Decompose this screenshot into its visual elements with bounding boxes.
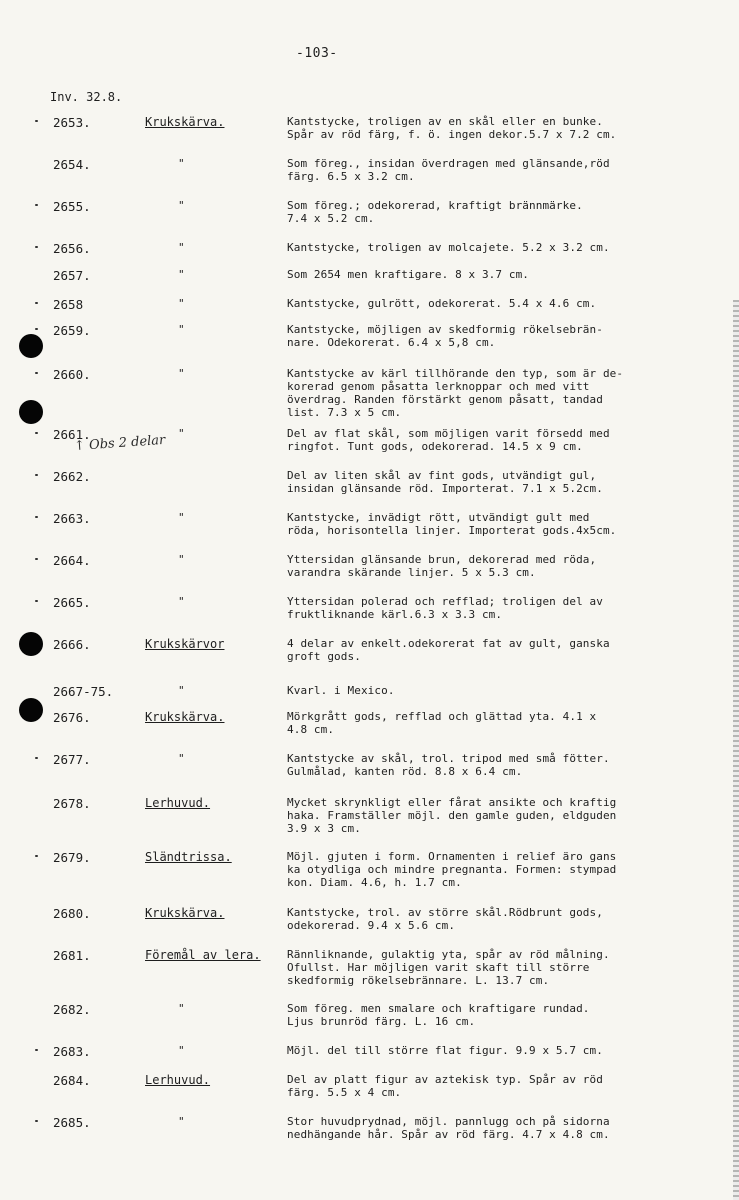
entry-number: 2658 [53, 297, 84, 312]
description-line: 7.4 x 5.2 cm. [287, 212, 375, 225]
handwritten-note: ↑ Obs 2 delar [73, 432, 166, 455]
entry-description [287, 637, 717, 663]
margin-tick [35, 474, 38, 476]
entry-number: 2663. [53, 511, 91, 526]
description-line: 4 delar av enkelt.odekorerat fat av gult, ganska [287, 637, 610, 650]
margin-tick [35, 558, 38, 560]
entry-category: " [178, 241, 185, 254]
punch-hole [19, 632, 43, 656]
entry-number: 2685. [53, 1115, 91, 1130]
entry-category: Krukskärvor [145, 637, 225, 651]
description-line: Yttersidan glänsande brun, dekorerad med röda, [287, 553, 597, 566]
description-line: Kantstycke, gulrött, odekorerat. 5.4 x 4.6 cm. [287, 297, 597, 310]
description-line: Del av liten skål av fint gods, utvändigt gul, [287, 469, 597, 482]
entry-category: " [178, 511, 185, 524]
entry-description [287, 367, 717, 419]
entry-description [287, 241, 717, 254]
entry-number: 2666. [53, 637, 91, 652]
entry-number: 2676. [53, 710, 91, 725]
entry-category: " [178, 427, 185, 440]
description-line: Mörkgrått gods, refflad och glättad yta. 4.1 x [287, 710, 597, 723]
margin-tick [35, 120, 38, 122]
entry-description [287, 710, 717, 736]
entry-category: " [178, 684, 185, 697]
margin-tick [35, 204, 38, 206]
entry-description [287, 469, 717, 495]
description-line: odekorerad. 9.4 x 5.6 cm. [287, 919, 456, 932]
entry-number: 2654. [53, 157, 91, 172]
entry-description [287, 553, 717, 579]
description-line: Möjl. gjuten i form. Ornamenten i relief äro gans [287, 850, 617, 863]
description-line: insidan glänsande röd. Importerat. 7.1 x 5.2cm. [287, 482, 603, 495]
entry-number: 2682. [53, 1002, 91, 1017]
entry-category: Sländtrissa. [145, 850, 232, 864]
punch-hole [19, 334, 43, 358]
entry-category: " [178, 199, 185, 212]
entry-description [287, 268, 717, 281]
description-line: Spår av röd färg, f. ö. ingen dekor.5.7 x 7.2 cm. [287, 128, 617, 141]
entry-number: 2665. [53, 595, 91, 610]
entry-description [287, 1002, 717, 1028]
page-number: -103- [296, 46, 338, 61]
entry-number: 2680. [53, 906, 91, 921]
margin-tick [35, 855, 38, 857]
entry-number: 2656. [53, 241, 91, 256]
entry-number: 2679. [53, 850, 91, 865]
description-line: Mycket skrynkligt eller fårat ansikte och kraftig [287, 796, 617, 809]
description-line: röda, horisontella linjer. Importerat gods.4x5cm. [287, 524, 617, 537]
entry-description [287, 1044, 717, 1057]
entry-description [287, 948, 717, 987]
entry-description [287, 1073, 717, 1099]
entry-description [287, 157, 717, 183]
entry-description [287, 906, 717, 932]
entry-category: Krukskärva. [145, 710, 225, 724]
description-line: Ofullst. Har möjligen varit skaft till större [287, 961, 590, 974]
description-line: Kantstycke, troligen av molcajete. 5.2 x 3.2 cm. [287, 241, 610, 254]
description-line: Kantstycke av kärl tillhörande den typ, som är de- [287, 367, 624, 380]
entry-number: 2662. [53, 469, 91, 484]
description-line: nedhängande hår. Spår av röd färg. 4.7 x 4.8 cm. [287, 1128, 610, 1141]
entry-category: " [178, 595, 185, 608]
description-line: färg. 6.5 x 3.2 cm. [287, 170, 415, 183]
margin-tick [35, 372, 38, 374]
entry-category: " [178, 1115, 185, 1128]
description-line: ka otydliga och mindre pregnanta. Formen: stympad [287, 863, 617, 876]
description-line: Gulmålad, kanten röd. 8.8 x 6.4 cm. [287, 765, 523, 778]
entry-category: Föremål av lera. [145, 948, 261, 962]
description-line: Del av platt figur av aztekisk typ. Spår av röd [287, 1073, 603, 1086]
entry-number: 2667-75. [53, 684, 114, 699]
description-line: Kantstycke, troligen av en skål eller en bunke. [287, 115, 603, 128]
entry-number: 2683. [53, 1044, 91, 1059]
description-line: Som föreg. men smalare och kraftigare rundad. [287, 1002, 590, 1015]
description-line: varandra skärande linjer. 5 x 5.3 cm. [287, 566, 536, 579]
description-line: fruktliknande kärl.6.3 x 3.3 cm. [287, 608, 503, 621]
margin-tick [35, 600, 38, 602]
description-line: Stor huvudprydnad, möjl. pannlugg och på sidorna [287, 1115, 610, 1128]
entry-category: " [178, 1044, 185, 1057]
description-line: Kantstycke, invädigt rött, utvändigt gult med [287, 511, 590, 524]
description-line: överdrag. Randen förstärkt genom påsatt, tandad [287, 393, 603, 406]
scan-edge [733, 300, 739, 1200]
entry-category: Krukskärva. [145, 115, 225, 129]
entry-category: " [178, 157, 185, 170]
entry-number: 2684. [53, 1073, 91, 1088]
margin-tick [35, 1120, 38, 1122]
entry-description [287, 850, 717, 889]
description-line: nare. Odekorerat. 6.4 x 5,8 cm. [287, 336, 496, 349]
entry-description [287, 115, 717, 141]
entry-number: 2653. [53, 115, 91, 130]
entry-number: 2677. [53, 752, 91, 767]
margin-tick [35, 516, 38, 518]
entry-number: 2661. [53, 427, 91, 442]
punch-hole [19, 400, 43, 424]
entry-description [287, 511, 717, 537]
description-line: Kvarl. i Mexico. [287, 684, 395, 697]
entry-description [287, 1115, 717, 1141]
description-line: Kantstycke av skål, trol. tripod med små fötter. [287, 752, 610, 765]
entry-category: " [178, 297, 185, 310]
margin-tick [35, 302, 38, 304]
margin-tick [35, 432, 38, 434]
entry-description [287, 796, 717, 835]
description-line: Rännliknande, gulaktig yta, spår av röd målning. [287, 948, 610, 961]
description-line: Möjl. del till större flat figur. 9.9 x 5.7 cm. [287, 1044, 603, 1057]
inventory-header: Inv. 32.8. [50, 90, 123, 104]
entry-category: Lerhuvud. [145, 796, 211, 810]
description-line: groft gods. [287, 650, 361, 663]
description-line: Som föreg.; odekorerad, kraftigt brännmärke. [287, 199, 583, 212]
entry-description [287, 427, 717, 453]
entry-category: " [178, 268, 185, 281]
entry-number: 2659. [53, 323, 91, 338]
margin-tick [35, 328, 38, 330]
description-line: list. 7.3 x 5 cm. [287, 406, 402, 419]
entry-number: 2655. [53, 199, 91, 214]
entry-category: " [178, 323, 185, 336]
entry-category: " [178, 1002, 185, 1015]
entry-category: " [178, 553, 185, 566]
entry-description [287, 297, 717, 310]
entry-description [287, 323, 717, 349]
description-line: kon. Diam. 4.6, h. 1.7 cm. [287, 876, 462, 889]
description-line: 3.9 x 3 cm. [287, 822, 361, 835]
description-line: Kantstycke, trol. av större skål.Rödbrunt gods, [287, 906, 603, 919]
entry-description [287, 595, 717, 621]
description-line: korerad genom påsatta lerknoppar och med vitt [287, 380, 590, 393]
entry-description [287, 684, 717, 697]
entry-description [287, 199, 717, 225]
description-line: Kantstycke, möjligen av skedformig rökelsebrän- [287, 323, 603, 336]
description-line: Som 2654 men kraftigare. 8 x 3.7 cm. [287, 268, 530, 281]
entry-category: Lerhuvud. [145, 1073, 211, 1087]
entry-number: 2678. [53, 796, 91, 811]
entry-description [287, 752, 717, 778]
margin-tick [35, 246, 38, 248]
entry-number: 2660. [53, 367, 91, 382]
description-line: haka. Framställer möjl. den gamle guden, eldguden [287, 809, 617, 822]
description-line: 4.8 cm. [287, 723, 335, 736]
description-line: Som föreg., insidan överdragen med glänsande,röd [287, 157, 610, 170]
margin-tick [35, 757, 38, 759]
description-line: Del av flat skål, som möjligen varit försedd med [287, 427, 610, 440]
margin-tick [35, 1049, 38, 1051]
entry-number: 2664. [53, 553, 91, 568]
entry-category: " [178, 752, 185, 765]
description-line: skedformig rökelsebrännare. L. 13.7 cm. [287, 974, 550, 987]
description-line: Ljus brunröd färg. L. 16 cm. [287, 1015, 476, 1028]
entry-category: Krukskärva. [145, 906, 225, 920]
entry-number: 2681. [53, 948, 91, 963]
punch-hole [19, 698, 43, 722]
entry-number: 2657. [53, 268, 91, 283]
description-line: färg. 5.5 x 4 cm. [287, 1086, 402, 1099]
entry-category: " [178, 367, 185, 380]
description-line: ringfot. Tunt gods, odekorerad. 14.5 x 9 cm. [287, 440, 583, 453]
description-line: Yttersidan polerad och refflad; troligen del av [287, 595, 603, 608]
